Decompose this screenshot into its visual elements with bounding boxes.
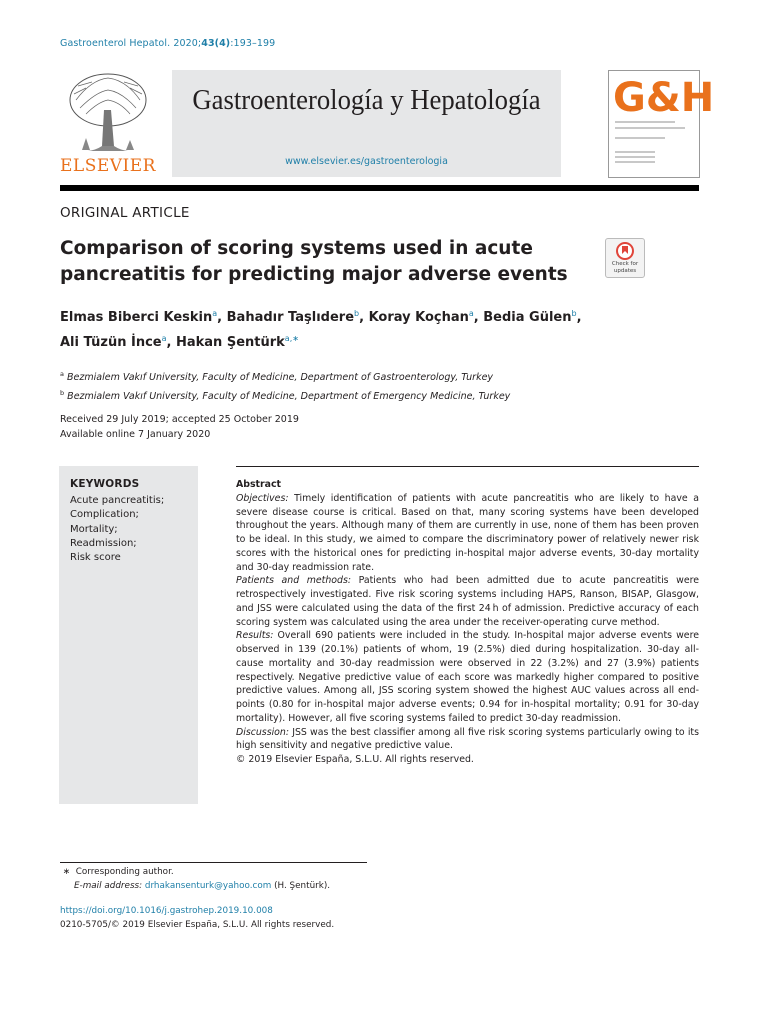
abstract-methods: Patients and methods: Patients who had been admitted due to acute pancreatitis were retrospectively investigated. Five risk scoring systems including HAPS, Ranson, BISAP, Glasgow, and JSS were calculated using the data of the first 24 h of admission. Predictive accuracy of each scoring system was calculated using the area under the receiver-operating curve method. bbox=[236, 575, 699, 628]
author-list: Elmas Biberci Keskin$^a$, Bahadır Taşlıdere$^b$, Koray Koçhan$^a$, Bedia Gülen$^b$, Ali Tüzün İnce$^a$, Hakan Şentürk$^{a,∗}$ bbox=[60, 309, 582, 350]
author-name[interactable]: Bedia Gülen bbox=[483, 310, 572, 325]
article-title: Comparison of scoring systems used in acute pancreatitis for predicting major adverse events bbox=[60, 238, 568, 285]
doi-link[interactable]: https://doi.org/10.1016/j.gastrohep.2019.10.008 bbox=[60, 906, 273, 916]
cover-text-line bbox=[615, 121, 675, 123]
cover-text-line bbox=[615, 161, 655, 163]
corresponding-author-footnote: ∗ Corresponding author. E-mail address: drhakansenturk@yahoo.com (H. Şentürk). bbox=[62, 867, 331, 891]
author-name[interactable]: Hakan Şentürk bbox=[175, 335, 285, 350]
online-date: Available online 7 January 2020 bbox=[60, 428, 211, 440]
issn-copyright: 0210-5705/© 2019 Elsevier España, S.L.U. All rights reserved. bbox=[60, 920, 335, 930]
keyword-item[interactable]: Acute pancreatitis; bbox=[70, 495, 165, 506]
elsevier-tree-icon bbox=[66, 70, 150, 156]
affiliations bbox=[60, 367, 510, 404]
journal-url-link[interactable]: www.elsevier.es/gastroenterologia bbox=[285, 156, 448, 167]
journal-masthead bbox=[60, 70, 715, 177]
abstract-copyright: © 2019 Elsevier España, S.L.U. All rights reserved. bbox=[236, 754, 474, 765]
article-dates bbox=[60, 413, 299, 442]
check-updates-icon bbox=[616, 242, 634, 260]
check-for-updates-button[interactable] bbox=[605, 238, 645, 278]
cover-text-line bbox=[615, 137, 665, 139]
author-name[interactable]: Elmas Biberci Keskin bbox=[60, 310, 213, 325]
check-updates-label: Check for updates bbox=[611, 261, 639, 274]
journal-citation: Gastroenterol Hepatol. 2020;43(4):193–199 bbox=[60, 38, 276, 49]
abstract-results: Results: Overall 690 patients were included in the study. In-hospital major adverse events were observed in 139 (20.1%) patients of whom, 19 (2.5%) died during hospitalization. 30-day all-cause mortality and 30-day readmission were observed in 22 (3.2%) and 27 (3.9%) patients respectively. Negative predictive value of each score was markedly higher compared to positive predictive values. Among all, JSS scoring system showed the highest AUC values across all end-points (0.80 for in-hospital major adverse events; 0.94 for in-hospital mortality; 0.91 for 30-day mortality). However, all five scoring systems failed to predict 30-day readmission. bbox=[236, 630, 699, 724]
email-link[interactable]: drhakansenturk@yahoo.com bbox=[144, 880, 272, 891]
elsevier-logo[interactable] bbox=[60, 70, 155, 177]
received-date: Received 29 July 2019; accepted 25 October 2019 bbox=[60, 414, 299, 425]
footnote-divider bbox=[60, 862, 367, 863]
gh-cover-logo-icon bbox=[613, 73, 715, 121]
journal-cover-thumbnail[interactable] bbox=[608, 70, 715, 178]
author-name[interactable]: Ali Tüzün İnce bbox=[60, 335, 162, 350]
keyword-item[interactable]: Risk score bbox=[70, 552, 121, 564]
cover-text-line bbox=[615, 151, 655, 153]
keyword-item[interactable]: Mortality; bbox=[70, 523, 118, 535]
abstract-divider bbox=[236, 466, 699, 467]
keyword-item[interactable]: Complication; bbox=[70, 509, 139, 521]
abstract-discussion: Discussion: JSS was the best classifier among all five risk scoring systems particularly owing to its high sensitivity and negative predictive value. bbox=[236, 726, 699, 752]
cover-text-line bbox=[615, 127, 685, 129]
affiliation-item: $^a$ Bezmialem Vakıf University, Faculty of Medicine, Department of Gastroenterology, Turkey bbox=[60, 370, 494, 384]
keywords-panel bbox=[59, 466, 198, 804]
affiliation-item: $^b$ Bezmialem Vakıf University, Faculty of Medicine, Department of Emergency Medicine, Turkey bbox=[60, 388, 511, 402]
keywords-heading: KEYWORDS bbox=[70, 478, 140, 490]
author-name[interactable]: Koray Koçhan bbox=[368, 310, 469, 325]
abstract-objectives: Objectives: Timely identification of patients with acute pancreatitis who are likely to have a severe disease course is critical. Based on that, many scoring systems have been developed throughout the years. Although many of them are currently in use, none of them has been proven to be ideal. In this study, we aimed to compare the discriminatory power of relatively newer risk scores with the historical ones for predicting in-hospital major adverse events, 30-day mortality and 30-day readmission rate. bbox=[236, 492, 699, 573]
masthead-divider bbox=[60, 185, 699, 191]
cover-text-line bbox=[615, 156, 655, 158]
keyword-item[interactable]: Readmission; bbox=[70, 537, 137, 549]
article-type: ORIGINAL ARTICLE bbox=[60, 205, 190, 221]
abstract-heading: Abstract bbox=[236, 479, 282, 490]
abstract-section bbox=[236, 478, 699, 767]
author-name[interactable]: Bahadır Taşlıdere bbox=[226, 310, 355, 325]
journal-title: Gastroenterología y Hepatología bbox=[192, 84, 541, 116]
keywords-list bbox=[70, 494, 164, 565]
elsevier-wordmark: ELSEVIER bbox=[60, 156, 156, 176]
journal-banner bbox=[172, 70, 561, 177]
svg-text:G&H: G&H bbox=[613, 75, 715, 121]
